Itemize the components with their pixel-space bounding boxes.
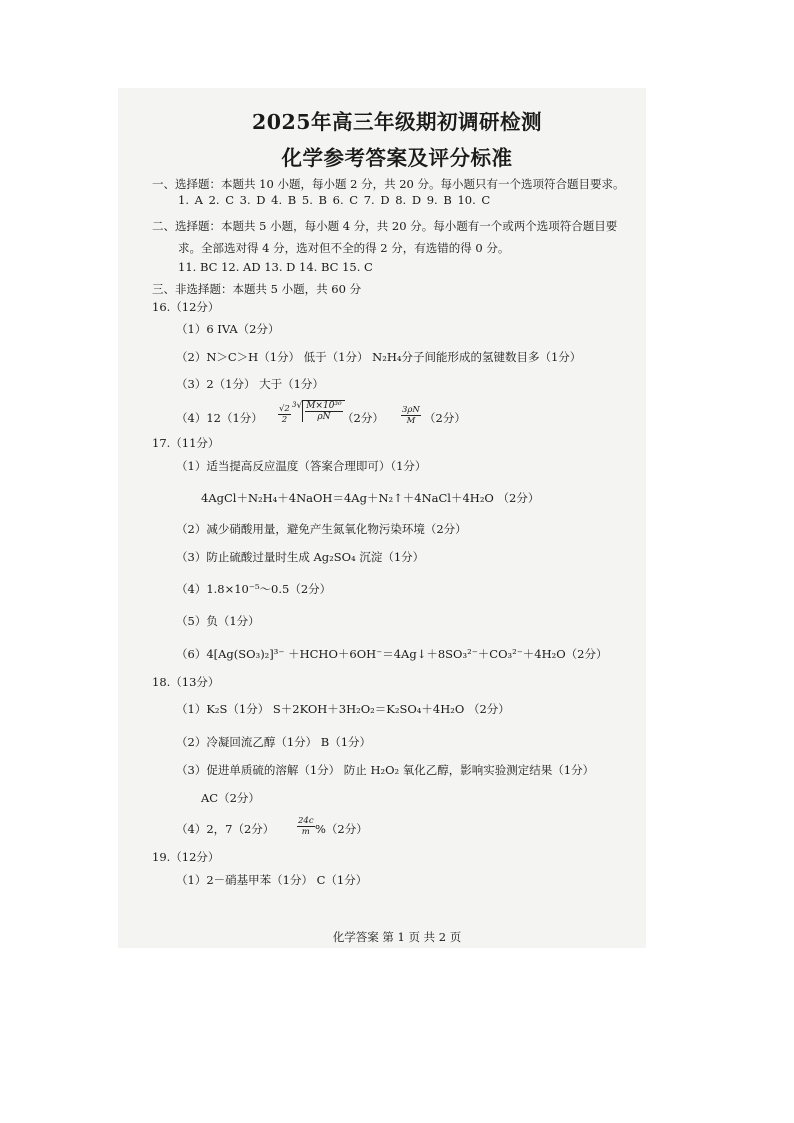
- q16-part4-coefficient: [278, 404, 291, 425]
- section1-answers: 1. A 2. C 3. D 4. B 5. B 6. C 7. D 8. D 9. B 10. C: [178, 193, 491, 207]
- q19-part1: （1）2－硝基甲苯（1分） C（1分）: [176, 873, 368, 887]
- q16-root-denominator: ρN: [317, 412, 331, 422]
- document-subtitle: 化学参考答案及评分标准: [281, 146, 513, 170]
- q18-part3: （3）促进单质硫的溶解（1分） 防止 H₂O₂ 氧化乙醇，影响实验测定结果（1分）: [176, 763, 595, 777]
- q17-part1: （1）适当提高反应温度（答案合理即可）（1分）: [176, 459, 427, 473]
- q18-frac-numerator: 24c: [298, 816, 314, 826]
- q16-part4-prefix: （4）12（1分）: [176, 411, 263, 425]
- q16-part2: （2）N＞C＞H（1分） 低于（1分） N₂H₄分子间能形成的氢键数目多（1分）: [176, 350, 582, 364]
- section2-heading-line2: 求。全部选对得 4 分，选对但不全的得 2 分，有选错的得 0 分。: [178, 241, 510, 255]
- q18-part3-second-answer: AC（2分）: [201, 791, 260, 805]
- section2-answers: 11. BC 12. AD 13. D 14. BC 15. C: [178, 260, 373, 274]
- root-index: 3: [292, 401, 297, 409]
- q17-part4: （4）1.8×10⁻⁵～0.5（2分）: [176, 582, 332, 596]
- q17-label: 17.（11分）: [152, 436, 220, 450]
- q18-part4-fraction: [297, 816, 315, 837]
- q16-frac2-denominator: M: [406, 416, 416, 426]
- q16-part4-cube-root: $^3$√ $\frac{\text{M×10³⁰}}{\rho N}$: [292, 400, 345, 422]
- document-title: 2025年高三年级期初调研检测: [251, 110, 543, 134]
- q17-part3: （3）防止硫酸过量时生成 Ag₂SO₄ 沉淀（1分）: [176, 550, 425, 564]
- page-footer: 化学答案 第 1 页 共 2 页: [332, 930, 462, 944]
- q16-part4-fraction2: [401, 405, 421, 426]
- q16-frac2-numerator: 3ρN: [402, 405, 420, 415]
- q18-part2: （2）冷凝回流乙醇（1分） B（1分）: [176, 735, 372, 749]
- q16-part3: （3）2（1分） 大于（1分）: [176, 377, 324, 391]
- q18-part4-prefix: （4）2，7（2分）: [176, 822, 275, 836]
- q18-frac-denominator: m: [301, 827, 310, 837]
- q18-part1: （1）K₂S（1分） S＋2KOH＋3H₂O₂＝K₂SO₄＋4H₂O （2分）: [176, 702, 510, 716]
- q16-root-numerator: M×10³⁰: [306, 401, 342, 411]
- q16-part4-score2: （2分）: [424, 411, 466, 425]
- q16-label: 16.（12分）: [152, 300, 220, 314]
- q17-equation1: 4AgCl＋N₂H₄＋4NaOH＝4Ag＋N₂↑＋4NaCl＋4H₂O （2分）: [201, 491, 540, 505]
- q16-part1: （1）6 IVA（2分）: [176, 322, 280, 336]
- section1-heading: 一、选择题：本题共 10 小题，每小题 2 分，共 20 分。每小题只有一个选项符合题目要求。: [152, 177, 625, 191]
- q16-coef-numerator: √2: [279, 404, 290, 414]
- q17-part5: （5）负（1分）: [176, 614, 260, 628]
- q18-label: 18.（13分）: [152, 675, 220, 689]
- q16-part4-score1: （2分）: [342, 411, 384, 425]
- section2-heading-line1: 二、选择题：本题共 5 小题，每小题 4 分，共 20 分。每小题有一个或两个选项符合题目要: [152, 219, 618, 233]
- q17-part2: （2）减少硝酸用量，避免产生氮氧化物污染环境（2分）: [176, 522, 467, 536]
- q16-coef-denominator: 2: [281, 415, 288, 425]
- section3-heading: 三、非选择题：本题共 5 小题，共 60 分: [152, 282, 362, 296]
- q19-label: 19.（12分）: [152, 850, 220, 864]
- q17-part6: （6）4[Ag(SO₃)₂]³⁻ ＋HCHO＋6OH⁻＝4Ag↓＋8SO₃²⁻＋CO₃²⁻＋4H₂O（2分）: [176, 647, 608, 661]
- q18-part4-suffix: %（2分）: [315, 822, 368, 836]
